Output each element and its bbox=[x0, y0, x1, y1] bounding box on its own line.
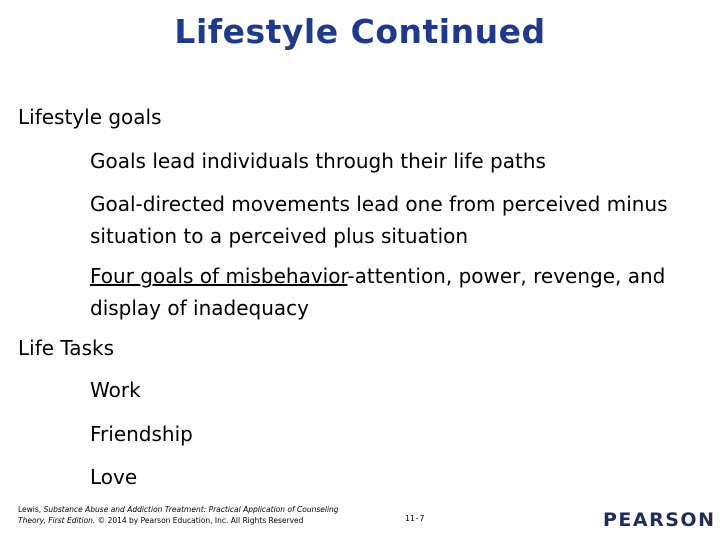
four-goals-link[interactable]: Four goals of misbehavior bbox=[90, 264, 348, 288]
sub-bullet-four-goals bbox=[90, 260, 710, 324]
bullet-lifestyle-goals: Lifestyle goals bbox=[18, 105, 162, 129]
footer-citation bbox=[18, 505, 348, 526]
four-goals-text: -attention, power, revenge, and display of inadequacy bbox=[90, 264, 666, 320]
pearson-logo: PEARSON bbox=[603, 509, 716, 531]
sub-bullet-friendship: Friendship bbox=[90, 422, 193, 446]
bullet-life-tasks: Life Tasks bbox=[18, 336, 114, 360]
page-number: 11-7 bbox=[405, 514, 425, 523]
citation-prefix: Lewis, bbox=[18, 505, 44, 514]
sub-bullet-work: Work bbox=[90, 378, 141, 402]
citation-title: Substance Abuse and Addiction Treatment: Practical Application of Counseling Theory, First Edition. bbox=[18, 505, 339, 525]
slide-title: Lifestyle Continued bbox=[174, 12, 546, 51]
sub-bullet-goal-directed: Goal-directed movements lead one from perceived minus situation to a perceived plus situation bbox=[90, 192, 668, 248]
sub-bullet-goals-lead: Goals lead individuals through their life paths bbox=[90, 149, 546, 173]
sub-bullet-love: Love bbox=[90, 465, 138, 489]
citation-suffix: © 2014 by Pearson Education, Inc. All Rights Reserved bbox=[95, 515, 304, 525]
